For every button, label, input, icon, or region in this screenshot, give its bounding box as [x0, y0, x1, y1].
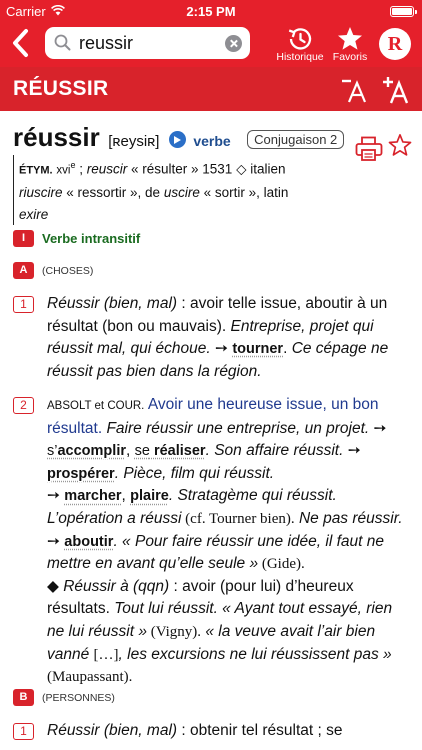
s2-example-4: . Stratagème qui réussit. L’opération a réussi — [47, 487, 337, 527]
robert-logo-letter: R — [387, 33, 403, 55]
entry-word: réussir — [13, 122, 100, 152]
comma: , — [121, 487, 131, 505]
phonetic: [ʀeysiʀ] — [108, 133, 160, 150]
favorites-button[interactable] — [330, 24, 370, 64]
sb1-pattern: Réussir (bien, mal) — [47, 722, 178, 739]
diamond-bullet: ◆ — [47, 577, 64, 595]
s1-def: : avoir telle issue, aboutir à un résultat (bon ou mauvais). — [47, 295, 388, 335]
s2-quote-1: . « Pour faire réussir une idée, il faut ne mettre en avant qu’elle seule » — [47, 532, 384, 573]
etym-word-reuscir: reuscir — [86, 161, 128, 177]
decrease-font-size-icon[interactable] — [340, 75, 370, 105]
s2-example-1: Faire réussir une entreprise, un projet. — [102, 419, 370, 437]
s1-pattern: Réussir (bien, mal) — [47, 295, 178, 312]
author-maupassant: (Maupassant). — [47, 669, 133, 686]
roman-numeral-badge: I — [13, 230, 34, 247]
navigation-bar — [0, 0, 422, 67]
s2-example-5: Ne pas réussir. — [294, 509, 403, 527]
etymology-label: ÉTYM. — [19, 164, 53, 177]
part-of-speech-link[interactable]: verbe — [193, 133, 231, 149]
s2-def: Avoir une heureuse issue, un bon résultat. — [47, 396, 379, 437]
etym-sep: ; — [75, 161, 87, 177]
century: xvi — [56, 164, 71, 177]
search-input[interactable] — [79, 31, 219, 55]
sense-number-badge: 1 — [13, 296, 34, 313]
section-a-label: (CHOSES) — [42, 264, 94, 277]
arrow: ➙ — [210, 340, 233, 358]
etym-word-exire: exire — [19, 206, 49, 222]
crossref-se[interactable]: se — [134, 443, 150, 460]
ellipsis: […] — [93, 646, 119, 663]
s2-example-2: . Son affaire réussit. — [205, 442, 344, 460]
crossref-plaire[interactable]: plaire — [130, 488, 169, 505]
letter-badge-b: B — [13, 689, 34, 706]
printer-icon[interactable] — [355, 136, 383, 162]
arrow: ➙ — [47, 532, 65, 550]
status-bar — [0, 0, 422, 22]
history-clock-icon — [286, 26, 314, 52]
arrow: ➙ — [343, 442, 361, 460]
history-button[interactable] — [272, 24, 328, 64]
carrier-label: Carrier — [6, 4, 46, 19]
etym-text-2: « ressortir », de — [62, 185, 164, 200]
battery-icon — [390, 6, 414, 17]
sense-1-text — [47, 293, 412, 383]
section-b — [13, 689, 115, 707]
headword-title: RÉUSSIR — [13, 77, 109, 100]
crossref-prosperer[interactable]: prospérer — [47, 465, 115, 482]
s2-cf: (cf. Tourner bien). — [181, 510, 295, 527]
clear-search-icon[interactable] — [225, 35, 242, 52]
comma: , — [125, 442, 135, 460]
search-icon — [54, 34, 71, 51]
author-gide: (Gide). — [258, 556, 305, 573]
s2-quote-2: Tout lui réussit. « Ayant tout essayé, rien ne lui réussit » — [47, 600, 393, 640]
search-field[interactable] — [45, 27, 250, 59]
crossref-realiser[interactable]: réaliser — [149, 443, 206, 460]
favorites-label: Favoris — [332, 51, 368, 63]
sb1-def: : obtenir tel résultat ; se — [177, 722, 343, 739]
usage-cour: COUR. — [107, 400, 145, 412]
history-label: Historique — [276, 51, 324, 63]
arrow: ➙ — [369, 419, 387, 437]
favorite-star-icon[interactable] — [388, 133, 412, 157]
entry-header — [13, 122, 353, 158]
crossref-accomplir[interactable]: accomplir — [57, 443, 126, 460]
etym-text-3: « sortir », latin — [199, 185, 289, 200]
s2-example-3: . Pièce, film qui réussit. — [114, 464, 275, 482]
letter-badge-a: A — [13, 262, 34, 279]
crossref-aboutir[interactable]: aboutir — [64, 533, 114, 550]
section-a — [13, 262, 93, 280]
star-icon — [337, 26, 363, 51]
sense-2-text — [47, 394, 412, 689]
crossref-marcher[interactable]: marcher — [64, 488, 122, 505]
increase-font-size-icon[interactable] — [381, 75, 411, 105]
section-label: Verbe intransitif — [42, 231, 141, 247]
crossref-s[interactable]: s’ — [47, 443, 58, 460]
s2-pattern: Réussir à (qqn) — [63, 577, 170, 595]
section-b-label: (PERSONNES) — [42, 691, 115, 704]
s2-quote-3a: « la veuve avait l’air bien vanné — [47, 622, 376, 663]
sense-number-badge: 1 — [13, 723, 34, 740]
etym-text-1: « résulter » 1531 ◇ italien — [127, 161, 286, 177]
speaker-icon[interactable] — [169, 131, 186, 148]
back-chevron-icon[interactable] — [8, 28, 34, 58]
etym-word-riuscire: riuscire — [19, 185, 63, 200]
s1-example: Entreprise, projet qui réussit mal, qui échoue. — [47, 317, 374, 358]
usage-absolt: ABSOLT — [47, 400, 92, 412]
sense-number-badge: 2 — [13, 397, 34, 414]
arrow: ➙ — [47, 487, 65, 505]
sense-b-1-text — [47, 720, 412, 743]
robert-logo-button[interactable] — [379, 28, 411, 60]
etymology-line-3 — [19, 204, 313, 226]
etymology-line-1 — [19, 155, 313, 182]
author-vigny: (Vigny). — [146, 623, 202, 640]
crossref-tourner[interactable]: tourner — [232, 341, 284, 358]
clock: 2:15 PM — [186, 4, 236, 19]
s2-quote-3b: , les excursions ne lui réussissent pas » — [118, 645, 392, 663]
s2-def-2: : avoir (pour lui) d’heureux résultats. — [47, 577, 354, 618]
conjugation-button[interactable]: Conjugaison 2 — [247, 130, 344, 149]
century-suffix: e — [70, 160, 76, 170]
etymology-block — [13, 155, 313, 225]
etymology-line-2 — [19, 182, 313, 204]
s1-example-2: Ce cépage ne réussit pas bien dans la région. — [47, 340, 389, 380]
headword-band — [0, 67, 422, 111]
usage-et: et — [91, 400, 108, 412]
s1-punct: . — [283, 340, 292, 358]
etym-word-uscire: uscire — [163, 185, 200, 200]
section-roman-1 — [13, 230, 140, 248]
